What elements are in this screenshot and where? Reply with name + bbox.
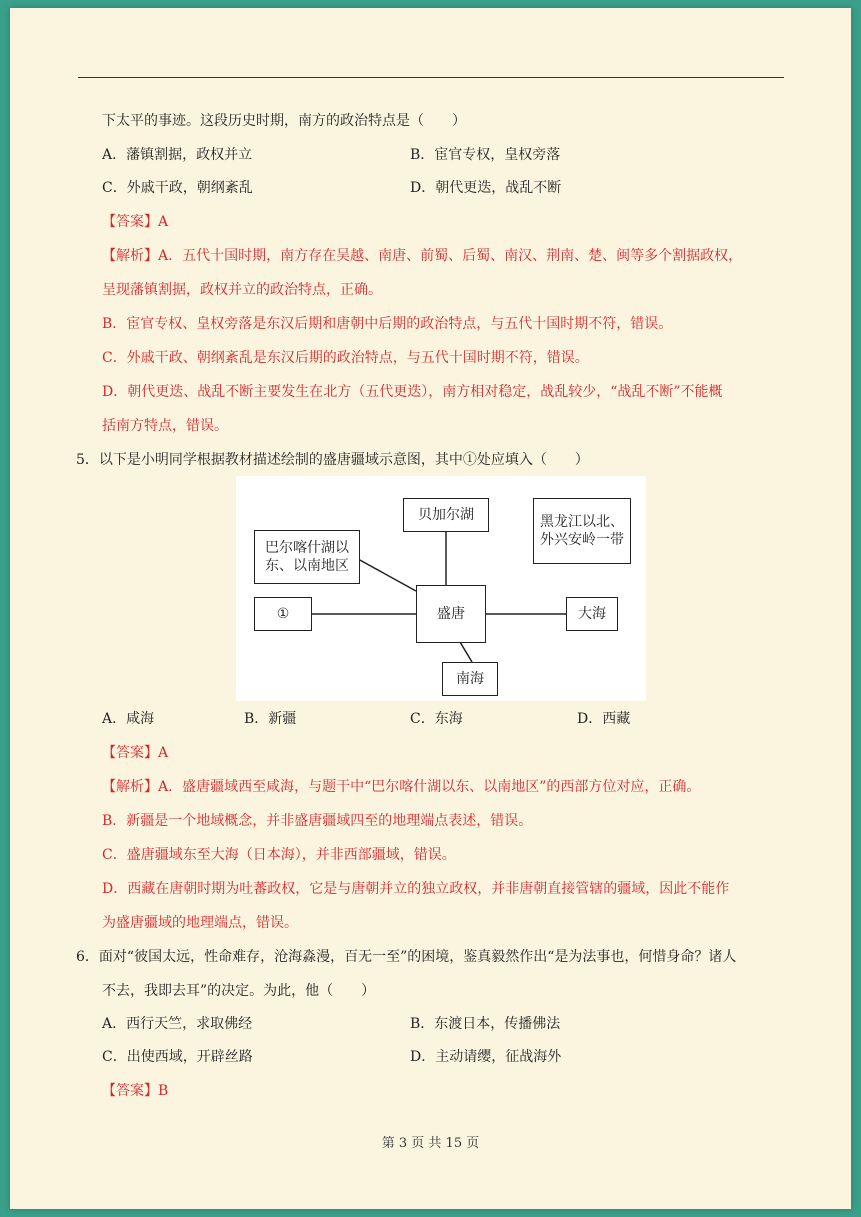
box-balkhash-line-1: 巴尔喀什湖以 bbox=[265, 540, 349, 556]
connector-bottom bbox=[460, 642, 472, 662]
q4-explanation-c: C．外戚干政、朝纲紊乱是东汉后期的政治特点，与五代十国时期不符，错误。 bbox=[102, 350, 589, 366]
q5-option-a: A．咸海 bbox=[102, 711, 155, 727]
q4-explanation-a-2: 呈现藩镇割据，政权并立的政治特点，正确。 bbox=[102, 282, 382, 298]
q6-option-c: C．出使西域，开辟丝路 bbox=[102, 1049, 253, 1065]
box-blank-1: ① bbox=[254, 597, 312, 631]
q6-stem-1: 6．面对“彼国太远，性命难存，沧海淼漫，百无一至”的困境，鉴真毅然作出“是为法事也，何惜身命？诸人 bbox=[76, 949, 737, 965]
q5-stem: 5．以下是小明同学根据教材描述绘制的盛唐疆域示意图，其中①处应填入（ ） bbox=[76, 452, 589, 468]
q4-explanation-a-1: 【解析】A．五代十国时期，南方存在吴越、南唐、前蜀、后蜀、南汉、荆南、楚、闽等多个割据政权， bbox=[102, 248, 743, 264]
q6-option-b: B．东渡日本，传播佛法 bbox=[410, 1016, 561, 1032]
q4-option-b: B．宦官专权，皇权旁落 bbox=[410, 147, 561, 163]
q4-explanation-b: B．宦官专权、皇权旁落是东汉后期和唐朝中后期的政治特点，与五代十国时期不符，错误。 bbox=[102, 316, 673, 332]
box-baikal: 贝加尔湖 bbox=[403, 498, 489, 532]
q5-explanation-a: 【解析】A．盛唐疆域西至咸海，与题干中“巴尔喀什湖以东、以南地区”的西部方位对应，正确。 bbox=[102, 779, 701, 795]
page-number-footer: 第 3 页 共 15 页 bbox=[381, 1136, 480, 1151]
box-center-tang: 盛唐 bbox=[416, 585, 486, 643]
q4-explanation-d-1: D．朝代更迭、战乱不断主要发生在北方（五代更迭），南方相对稳定，战乱较少，“战乱不断”不能概 bbox=[102, 384, 723, 400]
q6-stem-2: 不去，我即去耳”的决定。为此，他（ ） bbox=[102, 983, 376, 999]
box-heilongjiang-line-1: 黑龙江以北、 bbox=[540, 514, 624, 530]
box-south-sea: 南海 bbox=[442, 662, 498, 696]
q5-option-d: D．西藏 bbox=[577, 711, 631, 727]
header-rule bbox=[78, 77, 784, 78]
box-balkhash-line-2: 东、以南地区 bbox=[265, 558, 349, 574]
q4-stem-tail: 下太平的事迹。这段历史时期，南方的政治特点是（ ） bbox=[102, 113, 466, 129]
q5-explanation-b: B．新疆是一个地域概念，并非盛唐疆域四至的地理端点表述，错误。 bbox=[102, 813, 533, 829]
q5-explanation-d-2: 为盛唐疆域的地理端点，错误。 bbox=[102, 915, 298, 931]
document-page bbox=[10, 8, 851, 1209]
q5-option-b: B．新疆 bbox=[244, 711, 297, 727]
q6-option-a: A．西行天竺，求取佛经 bbox=[102, 1016, 253, 1032]
q6-answer: 【答案】B bbox=[102, 1083, 169, 1099]
q5-explanation-c: C．盛唐疆域东至大海（日本海），并非西部疆域，错误。 bbox=[102, 847, 456, 863]
q4-explanation-d-2: 括南方特点，错误。 bbox=[102, 418, 228, 434]
q5-explanation-d-1: D．西藏在唐朝时期为吐蕃政权，它是与唐朝并立的独立政权，并非唐朝直接管辖的疆域，因此不能作 bbox=[102, 881, 730, 897]
q4-option-a: A．藩镇割据，政权并立 bbox=[102, 147, 253, 163]
box-sea: 大海 bbox=[566, 597, 618, 631]
box-heilongjiang-line-2: 外兴安岭一带 bbox=[540, 532, 624, 548]
q4-answer: 【答案】A bbox=[102, 214, 169, 230]
connector-upper-left bbox=[358, 559, 416, 591]
q4-option-c: C．外戚干政，朝纲紊乱 bbox=[102, 180, 253, 196]
q5-answer: 【答案】A bbox=[102, 745, 169, 761]
q6-option-d: D．主动请缨，征战海外 bbox=[410, 1049, 562, 1065]
tang-territory-diagram bbox=[236, 476, 646, 701]
q4-option-d: D．朝代更迭，战乱不断 bbox=[410, 180, 562, 196]
q5-option-c: C．东海 bbox=[410, 711, 463, 727]
box-balkhash bbox=[254, 530, 360, 584]
box-heilongjiang bbox=[533, 498, 631, 564]
